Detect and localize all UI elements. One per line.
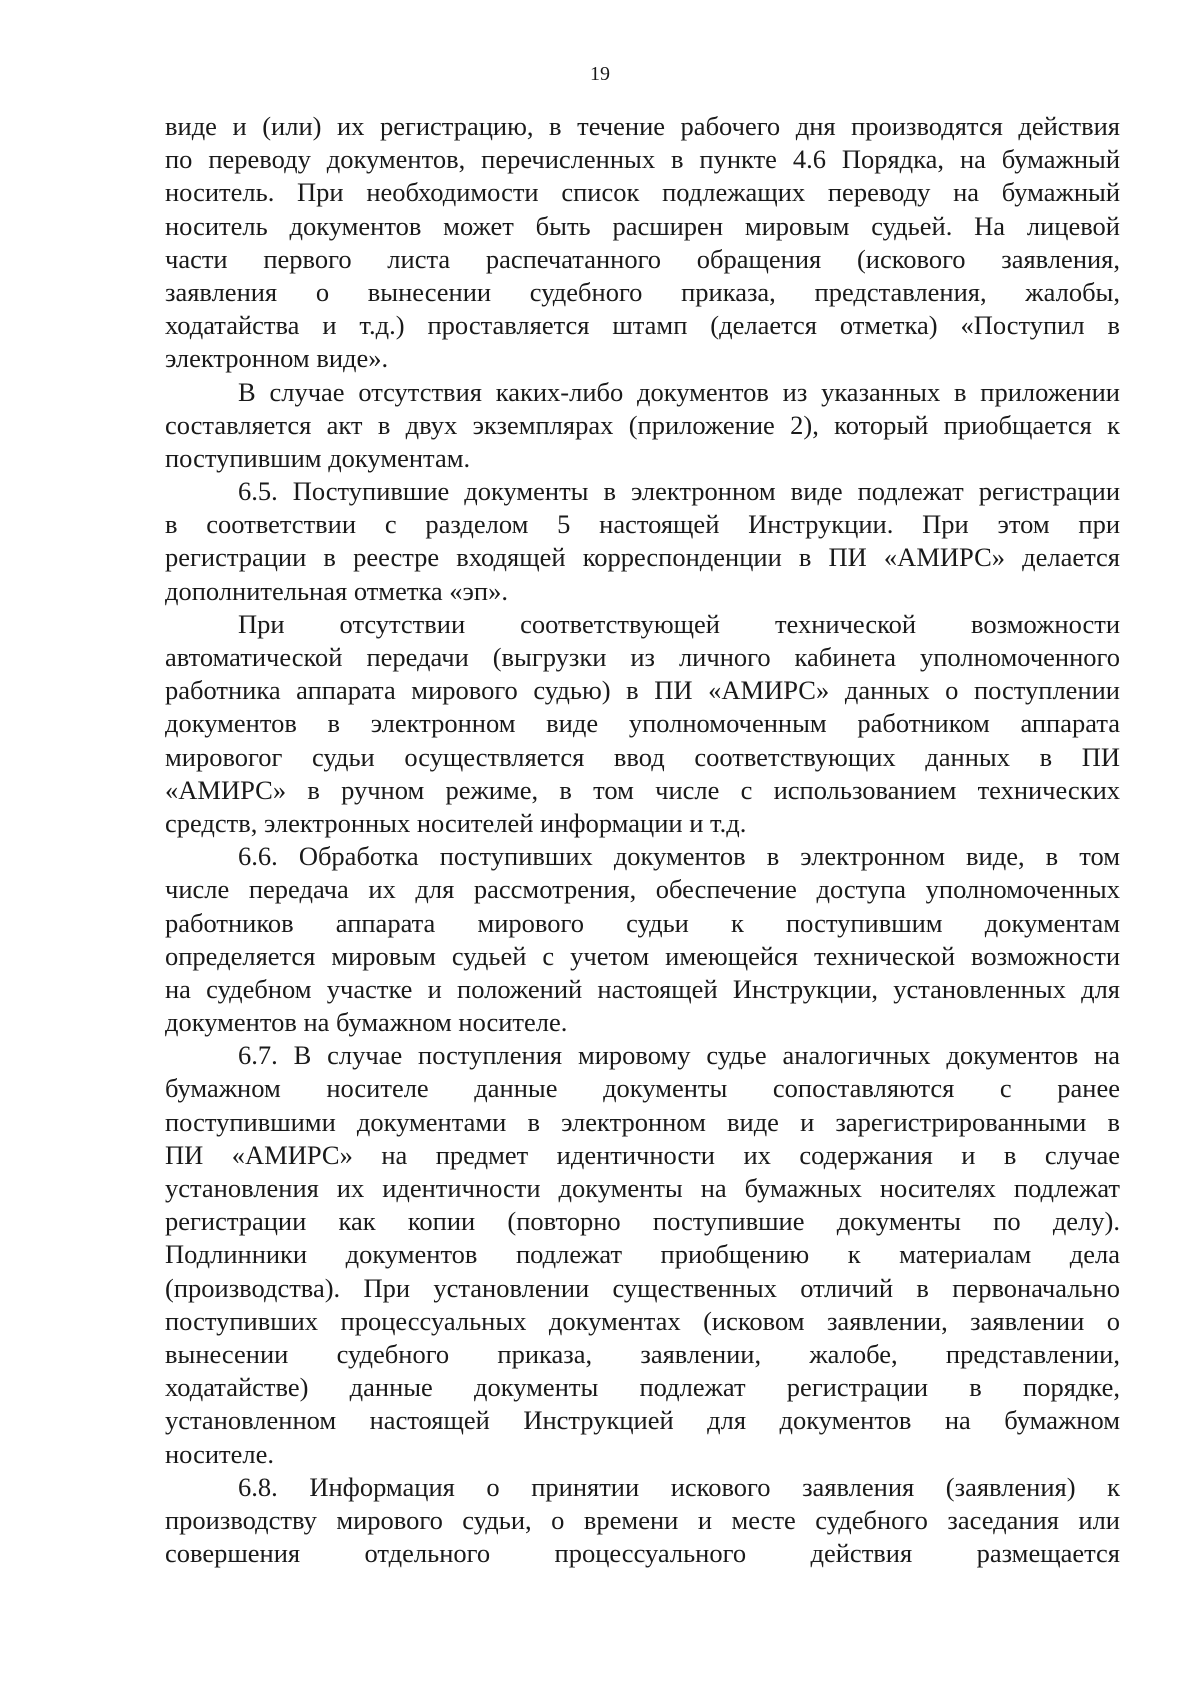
text-line: ПИ «АМИРС» на предмет идентичности их содержания и в случае: [165, 1139, 1120, 1170]
text-line: «АМИРС» в ручном режиме, в том числе с использованием технических: [165, 774, 1120, 805]
text-line: вынесении судебного приказа, заявлении, жалобе, представлении,: [165, 1338, 1120, 1369]
text-line: заявления о вынесении судебного приказа, представления, жалобы,: [165, 276, 1120, 307]
text-line: поступившим документам.: [165, 442, 471, 473]
document-body: [165, 110, 1120, 1570]
text-line: носителе.: [165, 1438, 274, 1469]
text-line: работника аппарата мирового судью) в ПИ «АМИРС» данных о поступлении: [165, 675, 1120, 706]
text-line: работников аппарата мирового судьи к поступившим документам: [165, 907, 1120, 938]
text-line: установленном настоящей Инструкцией для документов на бумажном: [165, 1405, 1120, 1436]
text-line: совершения отдельного процессуального действия размещается: [165, 1538, 1120, 1569]
text-line: регистрации как копии (повторно поступившие документы по делу).: [165, 1206, 1120, 1237]
text-line: составляется акт в двух экземплярах (приложение 2), который приобщается к: [165, 409, 1120, 440]
text-line: 6.5. Поступившие документы в электронном виде подлежат регистрации: [238, 476, 1120, 507]
page-number: 19: [590, 63, 610, 85]
text-line: регистрации в реестре входящей корреспонденции в ПИ «АМИРС» делается: [165, 542, 1120, 573]
text-line: средств, электронных носителей информации и т.д.: [165, 807, 747, 838]
text-line: Подлинники документов подлежат приобщению к материалам дела: [165, 1239, 1120, 1270]
text-line: автоматической передачи (выгрузки из личного кабинета уполномоченного: [165, 642, 1120, 672]
text-line: установления их идентичности документы на бумажных носителях подлежат: [165, 1173, 1120, 1203]
text-line: в соответствии с разделом 5 настоящей Инструкции. При этом при: [165, 509, 1120, 540]
text-line: (производства). При установлении существенных отличий в первоначально: [165, 1272, 1120, 1303]
text-line: носитель документов может быть расширен мировым судьей. На лицевой: [165, 210, 1120, 241]
text-line: виде и (или) их регистрацию, в течение рабочего дня производятся действия: [165, 111, 1120, 141]
text-line: производству мирового судьи, о времени и месте судебного заседания или: [165, 1504, 1120, 1535]
text-line: по переводу документов, перечисленных в пункте 4.6 Порядка, на бумажный: [165, 144, 1120, 175]
text-line: 6.8. Информация о принятии искового заявления (заявления) к: [238, 1471, 1120, 1502]
text-line: В случае отсутствия каких-либо документов из указанных в приложении: [238, 376, 1120, 407]
text-line: на судебном участке и положений настоящей Инструкции, установленных для: [165, 973, 1120, 1004]
text-line: мировогог судьи осуществляется ввод соответствующих данных в ПИ: [165, 741, 1120, 772]
text-line: поступившими документами в электронном виде и зарегистрированными в: [165, 1106, 1120, 1137]
text-line: ходатайстве) данные документы подлежат регистрации в порядке,: [165, 1372, 1120, 1403]
text-line: носитель. При необходимости список подлежащих переводу на бумажный: [165, 177, 1120, 208]
text-line: числе передача их для рассмотрения, обеспечение доступа уполномоченных: [165, 874, 1120, 905]
text-line: бумажном носителе данные документы сопоставляются с ранее: [165, 1073, 1120, 1104]
text-line: документов в электронном виде уполномоченным работником аппарата: [165, 708, 1120, 739]
text-line: 6.6. Обработка поступивших документов в электронном виде, в том: [238, 841, 1120, 872]
text-line: определяется мировым судьей с учетом имеющейся технической возможности: [165, 940, 1120, 971]
text-line: части первого листа распечатанного обращения (искового заявления,: [165, 243, 1120, 274]
text-line: При отсутствии соответствующей технической возможности: [238, 608, 1120, 639]
text-line: документов на бумажном носителе.: [165, 1007, 568, 1038]
text-line: 6.7. В случае поступления мировому судье аналогичных документов на: [238, 1040, 1120, 1071]
text-line: дополнительная отметка «эп».: [165, 575, 508, 606]
text-line: электронном виде».: [165, 343, 389, 374]
text-line: ходатайства и т.д.) проставляется штамп (делается отметка) «Поступил в: [165, 310, 1120, 341]
text-line: поступивших процессуальных документах (исковом заявлении, заявлении о: [165, 1305, 1120, 1336]
